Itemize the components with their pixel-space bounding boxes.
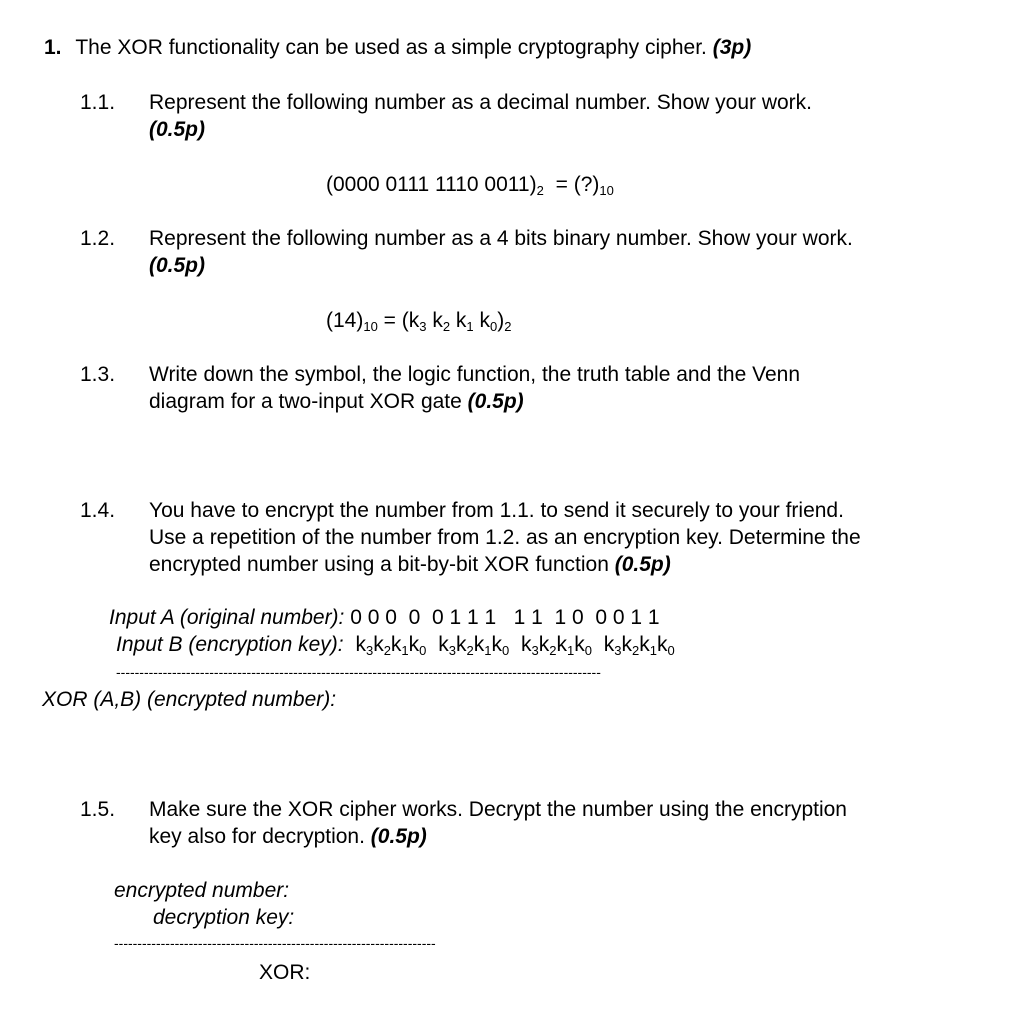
subquestion-text-1-2: Represent the following number as a 4 bits binary number. Show your work.: [149, 227, 853, 250]
xor-label: XOR:: [259, 961, 311, 984]
k-letter: k: [450, 309, 467, 332]
key-group-3: [521, 633, 592, 656]
base-10-subscript: 10: [363, 319, 378, 334]
k-letter: k: [426, 309, 443, 332]
k-letter: k: [455, 633, 467, 656]
subquestion-number-1-3: 1.3.: [80, 363, 116, 386]
subquestion-points-1-2: (0.5p): [149, 254, 206, 277]
k-letter: k: [657, 633, 668, 656]
k-letter: k: [574, 633, 585, 656]
separator-line: ---------------------------------------------------------------------: [114, 935, 436, 951]
binary-lhs: (0000 0111 1110 0011): [326, 173, 537, 196]
k2-subscript: 2: [549, 643, 557, 658]
line2-text: diagram for a two-input XOR gate: [149, 390, 462, 413]
input-b-label: Input B (encryption key):: [116, 633, 344, 656]
k0-subscript: 0: [584, 643, 592, 658]
base-10-subscript: 10: [599, 183, 614, 198]
k1-subscript: 1: [484, 643, 492, 658]
separator-line: --------------------------------------------------------------------------------------------------------: [116, 664, 601, 680]
k-letter: k: [521, 633, 532, 656]
k3-subscript: 3: [531, 643, 539, 658]
k0-subscript: 0: [667, 643, 675, 658]
input-a-row: [109, 606, 660, 630]
k0-subscript: 0: [490, 319, 498, 334]
key-group-4: [604, 633, 675, 656]
k1-subscript: 1: [401, 643, 409, 658]
input-a-label: Input A (original number):: [109, 606, 345, 629]
subquestion-number-1-2: 1.2.: [80, 227, 116, 250]
subquestion-text-1-5-line1: Make sure the XOR cipher works. Decrypt the number using the encryption: [149, 798, 847, 821]
k-letter: k: [621, 633, 633, 656]
k-letter: k: [603, 633, 615, 656]
encrypted-number-label: encrypted number:: [114, 879, 290, 902]
line2-text: key also for decryption.: [149, 825, 365, 848]
subquestion-text-1-5-line2: [149, 825, 427, 849]
question-number: 1.: [44, 36, 62, 59]
line3-text: encrypted number using a bit-by-bit XOR function: [149, 553, 609, 576]
subquestion-text-1-4-line2: Use a repetition of the number from 1.2. as an encryption key. Determine the: [149, 526, 861, 549]
decimal-lhs: (14): [326, 309, 364, 332]
base-2-subscript: 2: [504, 319, 512, 334]
k2-subscript: 2: [442, 319, 451, 334]
input-a-value: 0 0 0 0 0 1 1 1 1 1 1 0 0 0 1 1: [344, 606, 660, 629]
decimal-equals: = (k: [377, 309, 420, 332]
decryption-key-label: decryption key:: [153, 906, 295, 929]
k-letter: k: [355, 633, 366, 656]
k-letter: k: [491, 633, 502, 656]
k-letter: k: [473, 633, 485, 656]
question-header: [44, 36, 751, 60]
xor-result-label: XOR (A,B) (encrypted number):: [42, 688, 337, 711]
subquestion-text-1-4-line1: You have to encrypt the number from 1.1. to send it securely to your friend.: [149, 499, 844, 522]
subquestion-number-1-5: 1.5.: [80, 798, 116, 821]
k0-subscript: 0: [419, 643, 427, 658]
close-paren: ): [497, 309, 505, 332]
decimal-expression: [326, 309, 511, 333]
k-letter: k: [408, 633, 420, 656]
k1-subscript: 1: [466, 319, 474, 334]
k3-subscript: 3: [365, 643, 374, 658]
subquestion-text-1-1: Represent the following number as a decimal number. Show your work.: [149, 91, 812, 114]
k3-subscript: 3: [614, 643, 622, 658]
k-letter: k: [538, 633, 550, 656]
key-group-2: [438, 633, 509, 656]
subquestion-number-1-1: 1.1.: [80, 91, 116, 114]
question-points: (3p): [712, 36, 752, 59]
subquestion-points-1-5: (0.5p): [370, 825, 427, 848]
k-letter: k: [373, 633, 384, 656]
binary-equals: = (?): [549, 173, 600, 196]
k-letter: k: [438, 633, 449, 656]
k1-subscript: 1: [566, 643, 575, 658]
subquestion-points-1-4: (0.5p): [614, 553, 671, 576]
k-letter: k: [473, 309, 490, 332]
base-2-subscript: 2: [536, 183, 544, 198]
k1-subscript: 1: [649, 643, 657, 658]
subquestion-text-1-3-line1: Write down the symbol, the logic function, the truth table and the Venn: [149, 363, 801, 386]
binary-expression: [326, 173, 614, 197]
subquestion-number-1-4: 1.4.: [80, 499, 116, 522]
subquestion-text-1-4-line3: [149, 553, 671, 577]
k-letter: k: [556, 633, 567, 656]
question-text: The XOR functionality can be used as a simple cryptography cipher.: [75, 36, 707, 59]
key-group-1: [355, 633, 426, 656]
k3-subscript: 3: [419, 319, 427, 334]
subquestion-points-1-3: (0.5p): [467, 390, 524, 413]
subquestion-points-1-1: (0.5p): [149, 118, 206, 141]
input-b-row: [116, 633, 675, 657]
k2-subscript: 2: [466, 643, 474, 658]
k-letter: k: [390, 633, 402, 656]
k2-subscript: 2: [383, 643, 391, 658]
k3-subscript: 3: [448, 643, 456, 658]
k-letter: k: [639, 633, 650, 656]
subquestion-text-1-3-line2: [149, 390, 524, 414]
k2-subscript: 2: [632, 643, 640, 658]
k0-subscript: 0: [501, 643, 510, 658]
